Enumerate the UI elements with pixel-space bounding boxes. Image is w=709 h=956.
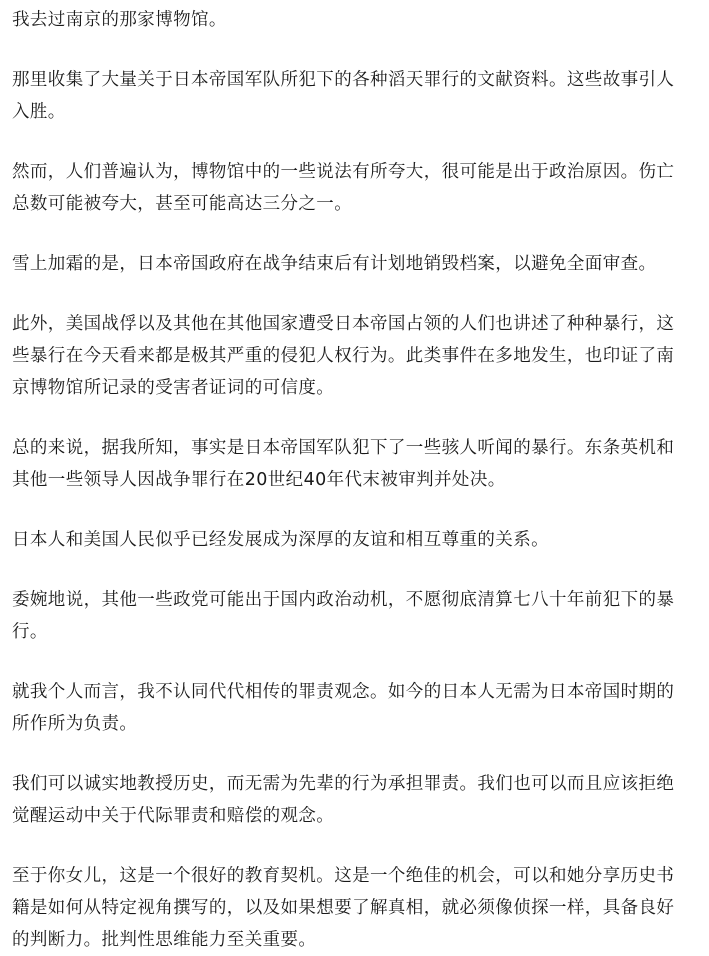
paragraph-10: 我们可以诚实地教授历史，而无需为先辈的行为承担罪责。我们也可以而且应该拒绝觉醒运动中关于代际罪责和赔偿的观念。 bbox=[12, 774, 675, 826]
paragraph-6: 总的来说，据我所知，事实是日本帝国军队犯下了一些骇人听闻的暴行。东条英机和其他一些领导人因战争罪行在20世纪40年代末被审判并处决。 bbox=[12, 438, 675, 490]
paragraph-2: 那里收集了大量关于日本帝国军队所犯下的各种滔天罪行的文献资料。这些故事引人入胜。 bbox=[12, 70, 675, 122]
paragraph-8: 委婉地说，其他一些政党可能出于国内政治动机，不愿彻底清算七八十年前犯下的暴行。 bbox=[12, 590, 675, 642]
paragraph-11: 至于你女儿，这是一个很好的教育契机。这是一个绝佳的机会，可以和她分享历史书籍是如何从特定视角撰写的，以及如果想要了解真相，就必须像侦探一样，具备良好的判断力。批判性思维能力至关重要。 bbox=[12, 866, 675, 950]
paragraph-5: 此外，美国战俘以及其他在其他国家遭受日本帝国占领的人们也讲述了种种暴行，这些暴行在今天看来都是极其严重的侵犯人权行为。此类事件在多地发生，也印证了南京博物馆所记录的受害者证词的可信度。 bbox=[12, 314, 675, 398]
paragraph-4: 雪上加霜的是，日本帝国政府在战争结束后有计划地销毁档案，以避免全面审查。 bbox=[12, 254, 657, 274]
paragraph-3: 然而，人们普遍认为，博物馆中的一些说法有所夸大，很可能是出于政治原因。伤亡总数可能被夸大，甚至可能高达三分之一。 bbox=[12, 162, 675, 214]
paragraph-1: 我去过南京的那家博物馆。 bbox=[12, 10, 227, 30]
paragraph-7: 日本人和美国人民似乎已经发展成为深厚的友谊和相互尊重的关系。 bbox=[12, 530, 549, 550]
paragraph-9: 就我个人而言，我不认同代代相传的罪责观念。如今的日本人无需为日本帝国时期的所作所为负责。 bbox=[12, 682, 675, 734]
